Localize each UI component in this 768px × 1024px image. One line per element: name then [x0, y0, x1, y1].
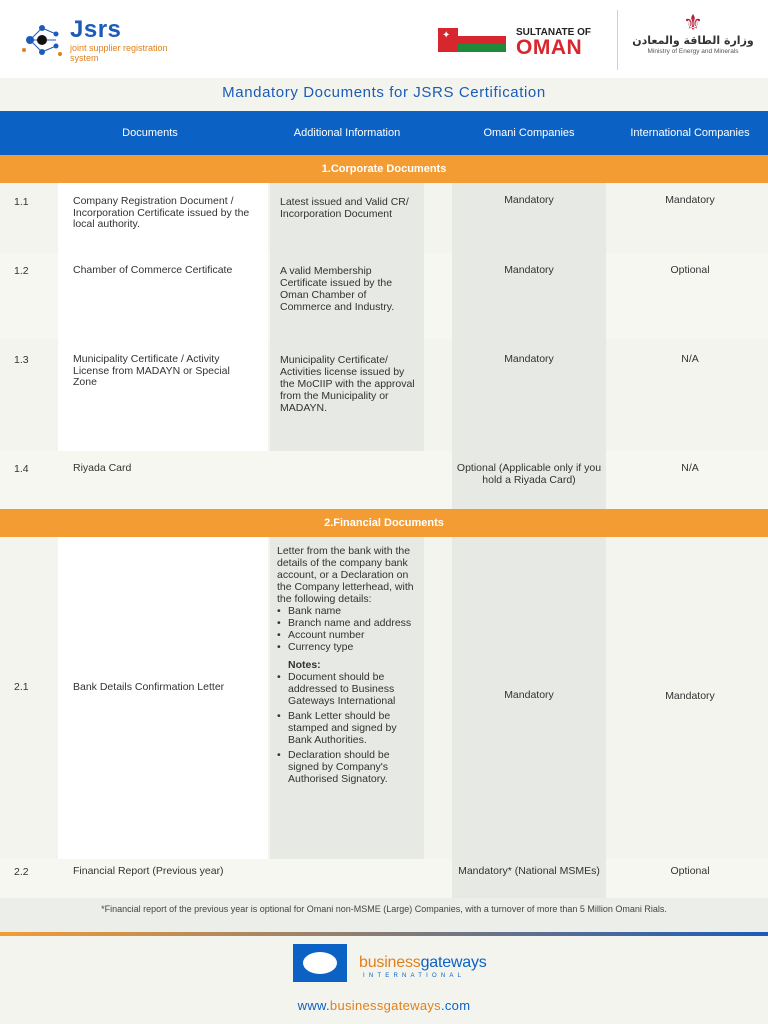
section-corporate: 1.Corporate Documents: [0, 155, 768, 183]
row-number: 2.2: [14, 866, 29, 878]
list-item: • Bank name: [277, 605, 421, 617]
table-row: [0, 339, 768, 451]
document-name: Municipality Certificate / Activity License from MADAYN or Special Zone: [73, 353, 230, 388]
jsrs-logo: [20, 16, 180, 64]
additional-info: Latest issued and Valid CR/ Incorporation Document: [280, 196, 409, 220]
document-name: Bank Details Confirmation Letter: [73, 681, 225, 693]
column-header-omani: Omani Companies: [424, 111, 634, 155]
document-name: Financial Report (Previous year): [73, 865, 224, 877]
list-item: • Account number: [277, 629, 421, 641]
business-gateways-logo-icon: [293, 944, 505, 984]
bank-letter-intro: Letter from the bank with the details of the company bank account, or a Declaration on the Company letterhead, with the following details:: [277, 545, 414, 605]
ministry-arabic-name: وزارة الطاقة والمعادن: [632, 34, 754, 47]
row-number: 1.2: [14, 265, 29, 277]
website-link[interactable]: www.businessgateways.com: [297, 998, 471, 1013]
international-requirement: N/A: [681, 462, 699, 474]
page-title: Mandatory Documents for JSRS Certification: [222, 84, 546, 101]
jsrs-tagline: joint supplier registration system: [70, 43, 168, 63]
row-number: 1.3: [14, 354, 29, 366]
ministry-english-name: Ministry of Energy and Minerals: [647, 48, 739, 55]
ministry-logo: [628, 12, 758, 64]
international-requirement: Optional: [670, 264, 710, 276]
column-header-international: International Companies: [612, 111, 768, 155]
additional-info: Municipality Certificate/ Activities license issued by the MoCIIP with the approval from the Municipality or MADAYN.: [280, 354, 415, 414]
table-row: [0, 859, 768, 898]
international-requirement: Mandatory: [665, 194, 715, 206]
additional-info: A valid Membership Certificate issued by the Oman Chamber of Commerce and Industry.: [280, 265, 395, 313]
footer-divider: [0, 932, 768, 936]
jsrs-network-icon: [20, 20, 64, 60]
international-requirement: Optional: [670, 865, 710, 877]
omani-requirement: Mandatory* (National MSMEs): [458, 865, 600, 877]
bank-detail-list: [277, 605, 421, 653]
row-number: 1.4: [14, 463, 29, 475]
brand-subtitle: INTERNATIONAL: [363, 973, 466, 979]
omani-requirement: Mandatory: [504, 689, 554, 701]
oman-label: OMAN: [516, 36, 583, 59]
document-name: Riyada Card: [73, 462, 132, 474]
list-item: • Document should be addressed to Business Gateways International: [277, 671, 421, 707]
document-name: Company Registration Document / Incorporation Certificate issued by the local authority.: [73, 195, 250, 230]
column-header-documents: Documents: [0, 111, 300, 155]
page-header: [0, 0, 768, 78]
row-number: 1.1: [14, 196, 29, 208]
table-row: [0, 537, 768, 859]
notes-heading: Notes:: [288, 659, 321, 671]
brand-name: businessgateways: [359, 954, 487, 971]
ministry-emblem-icon: ⚜: [683, 10, 703, 35]
column-header-additional: Additional Information: [270, 111, 424, 155]
omani-requirement: Optional (Applicable only if you hold a Riyada Card): [456, 462, 602, 486]
document-name: Chamber of Commerce Certificate: [73, 264, 233, 276]
list-item: • Bank Letter should be stamped and signed by Bank Authorities.: [277, 710, 421, 746]
omani-requirement: Mandatory: [504, 194, 554, 206]
notes-list: [277, 671, 421, 785]
header-divider: [617, 10, 618, 70]
international-requirement: N/A: [681, 353, 699, 365]
omani-requirement: Mandatory: [504, 264, 554, 276]
international-requirement: Mandatory: [665, 690, 715, 702]
footnote: *Financial report of the previous year is optional for Omani non-MSME (Large) Companies, with a turnover of more than 5 Million Omani Rials.: [0, 898, 768, 932]
list-item: • Declaration should be signed by Company's Authorised Signatory.: [277, 749, 421, 785]
sultanate-label: SULTANATE OF: [516, 27, 591, 38]
table-row: [0, 451, 768, 509]
list-item: • Branch name and address: [277, 617, 421, 629]
table-row: [0, 183, 768, 253]
jsrs-wordmark: Jsrs: [70, 16, 122, 43]
additional-info: [277, 545, 421, 788]
brand-square: [293, 944, 347, 982]
section-financial: 2.Financial Documents: [0, 509, 768, 537]
table-row: [0, 253, 768, 339]
row-number: 2.1: [14, 681, 29, 693]
omani-requirement: Mandatory: [504, 353, 554, 365]
oman-flag-icon: ✦: [438, 28, 506, 52]
sultanate-logo: [438, 22, 608, 58]
list-item: • Currency type: [277, 641, 421, 653]
